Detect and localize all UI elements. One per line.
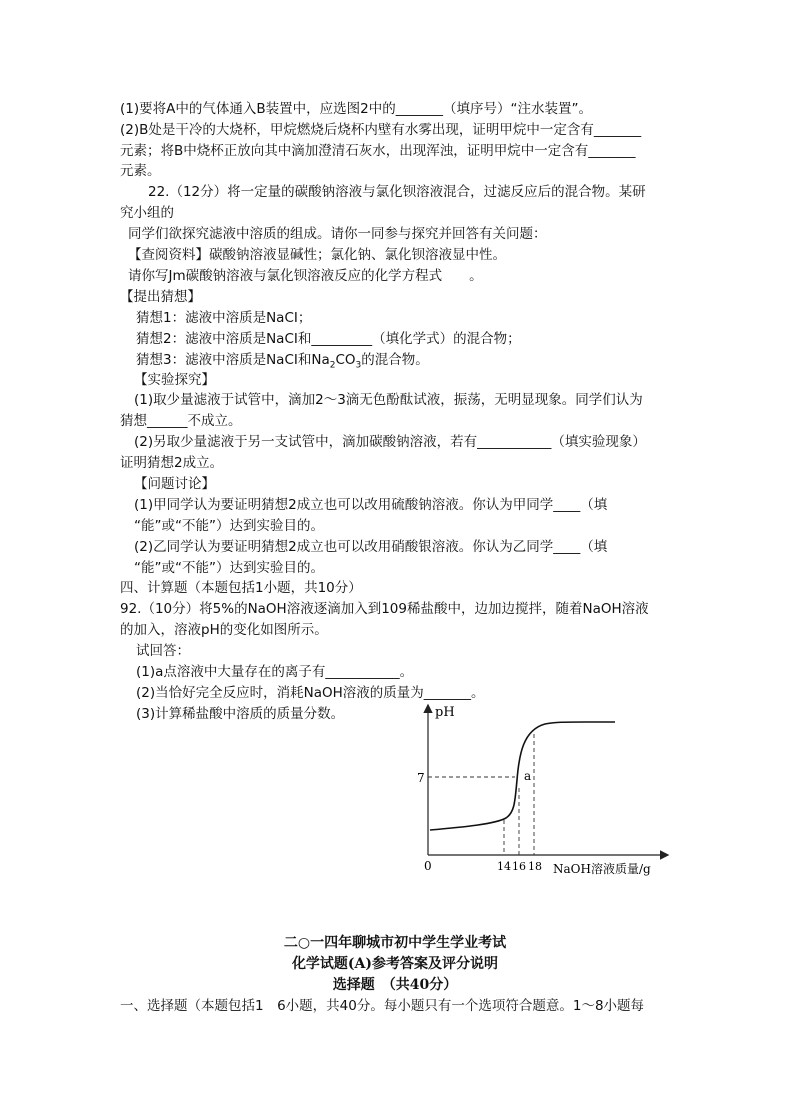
text-line: “能”或“不能”）达到实验目的。 [134,560,324,576]
text-line: 一、选择题（本题包括1 6小题，共40分。每小题只有一个选项符合题意。1～8小题每 [120,998,645,1014]
text-line: 的加入，溶液pH的变化如图所示。 [120,622,328,638]
point-a-label: a [524,769,532,783]
text-line: 【查阅资料】碳酸钠溶液显碱性；氯化钠、氯化钡溶液显中性。 [128,247,506,263]
text-line: 猜想1：滤液中溶质是NaCI； [136,310,312,326]
text-line: 22.（12分）将一定量的碳酸钠溶液与氯化钡溶液混合，过滤反应后的混合物。某研 [148,184,646,200]
text-line: (1)a点溶液中大量存在的离子有___________。 [136,664,414,680]
text-line: “能”或“不能”）达到实验目的。 [134,518,324,534]
text-line: 试回答： [136,643,190,659]
text-line: (2)当恰好完全反应时，消耗NaOH溶液的质量为_______。 [136,685,485,701]
text-line: 请你写Jm碳酸钠溶液与氯化钡溶液反应的化学方程式 。 [128,268,483,284]
y-axis-label: pH [435,705,455,720]
ph-curve [430,722,615,830]
text-line: (2)B处是干冷的大烧杯，甲烷燃烧后烧杯内壁有水雾出现，证明甲烷中一定含有_______ [120,122,642,138]
text-segment: 猜想3：滤液中溶质是NaCI和Na [136,352,330,368]
text-line: 猜想______不成立。 [120,413,242,429]
subscript: 2 [329,360,336,371]
x-axis-label: NaOH溶液质量/g [553,862,651,876]
x-tick-14: 14 [497,860,511,873]
text-line: (1)甲同学认为要证明猜想2成立也可以改用硫酸钠溶液。你认为甲同学____（填 [134,497,608,513]
text-line: 猜想2：滤液中溶质是NaCI和_________（填化学式）的混合物； [136,331,521,347]
section-heading: 【实验探究】 [134,372,215,388]
text-line: (2)另取少量滤液于另一支试管中，滴加碳酸钠溶液，若有___________（填实验现象） [134,434,646,450]
text-line: (1)要将A中的气体通入B装置中，应选图2中的_______（填序号）“注水装置”。 [120,101,592,117]
exam-title: 二○一四年聊城市初中学生学业考试 [283,935,507,951]
text-line: (3)计算稀盐酸中溶质的质量分数。 [136,706,345,722]
x-tick-16: 16 [512,860,526,873]
x-tick-18: 18 [528,860,542,873]
section-title: 选择题 （共40分） [332,977,458,993]
text-line: 元素；将B中烧杯正放向其中滴加澄清石灰水，出现浑浊，证明甲烷中一定含有_______ [120,143,636,159]
text-line: 证明猜想2成立。 [120,455,224,471]
text-segment: 的混合物。 [361,352,429,368]
text-line: (2)乙同学认为要证明猜想2成立也可以改用硝酸银溶液。你认为乙同学____（填 [134,539,608,555]
section-heading: 【提出猜想】 [120,289,201,305]
section-heading: 【问题讨论】 [134,476,215,492]
text-line: 元素。 [120,163,161,179]
text-line: (1)取少量滤液于试管中，滴加2～3滴无色酚酞试液，振荡，无明显现象。同学们认为 [134,392,643,408]
text-line: 同学们欲探究滤液中溶质的组成。请你一同参与探究并回答有关问题： [128,226,547,242]
subscript: 3 [355,360,362,371]
ph-curve-graph [405,700,675,880]
answer-title: 化学试题(A)参考答案及评分说明 [291,956,499,972]
y-tick-7: 7 [417,771,425,785]
text-line: 究小组的 [120,205,174,221]
origin-label: 0 [424,859,432,873]
section-heading: 四、计算题（本题包括1小题，共10分） [120,580,362,596]
text-line: 92.（10分）将5%的NaOH溶液逐滴加入到109稀盐酸中，边加边搅拌，随着NaOH溶液 [120,601,649,617]
text-segment: CO [335,352,356,368]
